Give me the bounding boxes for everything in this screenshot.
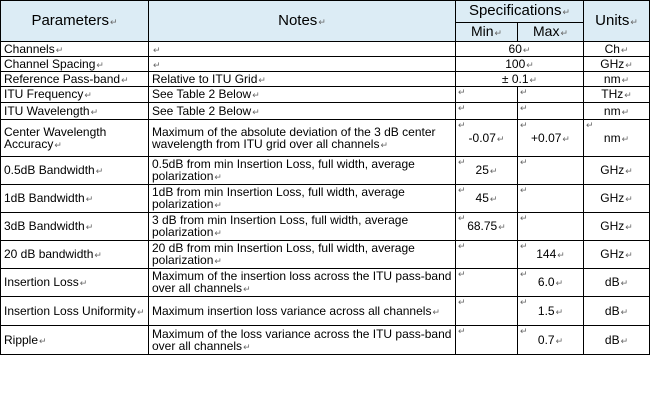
parameter-cell [1, 213, 149, 241]
parameter-label: Reference Pass-band [4, 71, 121, 86]
spec-min-cell [456, 241, 518, 269]
paragraph-mark-icon: ↵ [214, 256, 222, 266]
paragraph-mark-icon: ↵ [520, 103, 528, 113]
unit-label: GHz [600, 163, 625, 177]
unit-label: nm [603, 130, 621, 145]
unit-wrap [587, 88, 646, 101]
table-row [1, 42, 650, 57]
unit-wrap [587, 132, 646, 145]
paragraph-mark-icon: ↵ [458, 103, 466, 113]
unit-cell [584, 72, 650, 87]
note-text: Maximum of the loss variance across the ITU pass-band over all channels [152, 326, 452, 353]
paragraph-mark-icon: ↵ [79, 278, 88, 288]
table-row [1, 120, 650, 157]
table-row [1, 241, 650, 269]
paragraph-mark-icon: ↵ [85, 194, 94, 204]
unit-cell [584, 297, 650, 326]
paragraph-mark-icon: ↵ [214, 200, 222, 210]
paragraph-mark-icon: ↵ [54, 139, 62, 150]
table-row [1, 185, 650, 213]
unit-label: THz [601, 87, 624, 101]
paragraph-mark-icon: ↵ [458, 297, 466, 307]
spec-min-value: 45 [475, 191, 489, 205]
note-text: Maximum of the insertion loss across the ITU pass-band over all channels [152, 269, 452, 295]
spec-max-wrap [521, 248, 580, 261]
parameter-label: 0.5dB Bandwidth [4, 163, 95, 177]
note-text: See Table 2 Below [152, 103, 252, 118]
spec-max-wrap [521, 132, 580, 145]
unit-wrap [587, 220, 646, 233]
note-cell [149, 297, 456, 326]
paragraph-mark-icon: ↵ [620, 44, 629, 55]
paragraph-mark-icon: ↵ [555, 306, 564, 317]
paragraph-mark-icon: ↵ [520, 87, 528, 97]
paragraph-mark-icon: ↵ [557, 250, 565, 260]
spec-min-cell [456, 297, 518, 326]
note-cell [149, 120, 456, 157]
unit-label: nm [603, 103, 621, 118]
note-text: 20 dB from min Insertion Loss, full width, average polarization [152, 241, 415, 267]
header-notes: Notes↵ [149, 1, 456, 42]
paragraph-mark-icon: ↵ [137, 306, 145, 317]
note-cell [149, 42, 456, 57]
header-units: Units↵ [584, 1, 650, 42]
table-row [1, 297, 650, 326]
spec-max-wrap [521, 276, 580, 289]
unit-wrap [587, 164, 646, 177]
spec-max-cell [518, 241, 584, 269]
paragraph-mark-icon: ↵ [520, 213, 528, 223]
spec-value-cell [456, 72, 584, 87]
spec-min-cell [456, 87, 518, 103]
unit-cell [584, 120, 650, 157]
paragraph-mark-icon: ↵ [520, 157, 528, 167]
unit-wrap [587, 276, 646, 289]
spec-max-cell [518, 120, 584, 157]
parameter-label: ITU Frequency [4, 87, 84, 101]
paragraph-mark-icon: ↵ [458, 213, 466, 223]
parameter-cell [1, 87, 149, 103]
spec-min-value: 68.75 [467, 219, 498, 233]
paragraph-mark-icon: ↵ [520, 241, 528, 251]
unit-cell [584, 241, 650, 269]
unit-wrap [587, 73, 646, 86]
spec-max-cell [518, 103, 584, 120]
unit-cell [584, 269, 650, 297]
paragraph-mark-icon: ↵ [96, 59, 104, 70]
paragraph-mark-icon: ↵ [526, 59, 534, 70]
paragraph-mark-icon: ↵ [458, 185, 466, 195]
spec-max-value: 0.7 [537, 332, 555, 347]
note-text: 3 dB from min Insertion Loss, full width, average polarization [152, 213, 409, 239]
parameter-cell [1, 326, 149, 355]
paragraph-mark-icon: ↵ [90, 106, 99, 117]
unit-label: GHz [600, 56, 625, 71]
unit-cell [584, 326, 650, 355]
spec-max-cell [518, 185, 584, 213]
paragraph-mark-icon: ↵ [458, 241, 466, 251]
spec-value-cell [456, 42, 584, 57]
spec-min-wrap [459, 192, 514, 205]
paragraph-mark-icon: ↵ [252, 106, 260, 117]
spec-min-cell [456, 213, 518, 241]
spec-min-value: -0.07 [468, 130, 496, 145]
paragraph-mark-icon: ↵ [621, 106, 630, 117]
parameter-label: Insertion Loss Uniformity [4, 303, 137, 318]
unit-label: nm [603, 71, 621, 86]
note-text: See Table 2 Below [152, 87, 252, 101]
unit-cell [584, 213, 650, 241]
parameter-label: ITU Wavelength [4, 103, 90, 118]
spec-max-value: 1.5 [537, 303, 555, 318]
spec-min-cell [456, 103, 518, 120]
parameter-label: Ripple [4, 332, 39, 347]
paragraph-mark-icon: ↵ [94, 250, 102, 260]
paragraph-mark-icon: ↵ [380, 139, 388, 150]
header-max: Max↵ [518, 23, 584, 42]
parameter-cell [1, 297, 149, 326]
unit-wrap [587, 43, 646, 56]
note-cell [149, 269, 456, 297]
note-cell [149, 57, 456, 72]
paragraph-mark-icon: ↵ [489, 194, 498, 204]
spec-max-wrap [521, 305, 580, 318]
paragraph-mark-icon: ↵ [520, 297, 528, 307]
spec-min-cell [456, 120, 518, 157]
paragraph-mark-icon: ↵ [458, 157, 466, 167]
note-cell [149, 326, 456, 355]
paragraph-mark-icon: ↵ [243, 341, 251, 352]
header-specifications: Specifications↵ [456, 1, 584, 23]
paragraph-mark-icon: ↵ [555, 335, 564, 346]
paragraph-mark-icon: ↵ [496, 133, 505, 144]
spec-max-value: 144 [536, 247, 557, 261]
paragraph-mark-icon: ↵ [620, 306, 629, 317]
unit-wrap [587, 105, 646, 118]
paragraph-mark-icon: ↵ [625, 59, 633, 70]
spec-max-cell [518, 157, 584, 185]
note-cell [149, 185, 456, 213]
header-parameters: Parameters↵ [1, 1, 149, 42]
unit-wrap [587, 58, 646, 71]
spec-max-value: 6.0 [537, 275, 555, 289]
paragraph-mark-icon: ↵ [258, 74, 266, 85]
spec-min-wrap [459, 220, 514, 233]
unit-label: dB [604, 275, 620, 289]
note-text: Maximum insertion loss variance across all channels [152, 303, 432, 318]
header-min: Min↵ [456, 23, 518, 42]
unit-cell [584, 185, 650, 213]
unit-wrap [587, 334, 646, 347]
spec-max-value: +0.07 [531, 130, 562, 145]
parameter-label: Insertion Loss [4, 275, 79, 289]
spec-max-cell [518, 269, 584, 297]
spec-value: ± 0.1 [501, 71, 529, 86]
table-row [1, 269, 650, 297]
unit-label: Ch [604, 41, 620, 56]
paragraph-mark-icon: ↵ [252, 90, 260, 100]
paragraph-mark-icon: ↵ [520, 326, 528, 336]
spec-max-cell [518, 87, 584, 103]
parameter-label: 1dB Bandwidth [4, 191, 85, 205]
parameter-cell [1, 185, 149, 213]
paragraph-mark-icon: ↵ [529, 74, 538, 85]
spec-max-cell [518, 297, 584, 326]
paragraph-mark-icon: ↵ [39, 335, 47, 346]
paragraph-mark-icon: ↵ [153, 44, 161, 55]
unit-wrap [587, 248, 646, 261]
parameter-cell [1, 72, 149, 87]
paragraph-mark-icon: ↵ [625, 250, 633, 260]
paragraph-mark-icon: ↵ [620, 278, 629, 288]
parameter-cell [1, 157, 149, 185]
unit-label: dB [604, 303, 620, 318]
parameter-cell [1, 42, 149, 57]
paragraph-mark-icon: ↵ [95, 166, 104, 176]
unit-wrap [587, 192, 646, 205]
unit-cell [584, 87, 650, 103]
paragraph-mark-icon: ↵ [520, 269, 528, 279]
spec-min-wrap [459, 164, 514, 177]
paragraph-mark-icon: ↵ [153, 59, 161, 70]
parameter-cell [1, 103, 149, 120]
spec-min-wrap [459, 132, 514, 145]
spec-max-cell [518, 213, 584, 241]
note-cell [149, 157, 456, 185]
unit-cell [584, 42, 650, 57]
spec-min-cell [456, 326, 518, 355]
unit-cell [584, 157, 650, 185]
paragraph-mark-icon: ↵ [243, 284, 251, 294]
table-row [1, 326, 650, 355]
table-row [1, 213, 650, 241]
paragraph-mark-icon: ↵ [458, 87, 466, 97]
paragraph-mark-icon: ↵ [458, 120, 466, 130]
parameter-label: 20 dB bandwidth [4, 247, 94, 261]
parameter-cell [1, 120, 149, 157]
table-row [1, 103, 650, 120]
spec-value-cell [456, 57, 584, 72]
paragraph-mark-icon: ↵ [498, 222, 506, 232]
paragraph-mark-icon: ↵ [121, 74, 129, 85]
paragraph-mark-icon: ↵ [625, 166, 633, 176]
paragraph-mark-icon: ↵ [520, 185, 528, 195]
paragraph-mark-icon: ↵ [624, 90, 632, 100]
unit-wrap [587, 305, 646, 318]
table-row [1, 72, 650, 87]
note-cell [149, 213, 456, 241]
paragraph-mark-icon: ↵ [214, 228, 222, 238]
table-row [1, 57, 650, 72]
unit-label: GHz [600, 247, 625, 261]
table-row [1, 87, 650, 103]
paragraph-mark-icon: ↵ [520, 120, 528, 130]
spec-value: 60 [508, 41, 522, 56]
spec-min-cell [456, 269, 518, 297]
parameter-cell [1, 57, 149, 72]
paragraph-mark-icon: ↵ [489, 166, 498, 176]
unit-label: GHz [600, 219, 625, 233]
parameter-label: Channel Spacing [4, 56, 96, 71]
note-text: 0.5dB from min Insertion Loss, full width, average polarization [152, 157, 415, 183]
note-cell [149, 72, 456, 87]
spec-min-cell [456, 157, 518, 185]
paragraph-mark-icon: ↵ [621, 133, 630, 144]
note-cell [149, 241, 456, 269]
parameter-cell [1, 269, 149, 297]
paragraph-mark-icon: ↵ [522, 44, 531, 55]
table-row [1, 157, 650, 185]
spec-max-wrap [521, 334, 580, 347]
note-cell [149, 103, 456, 120]
paragraph-mark-icon: ↵ [458, 269, 466, 279]
spec-value: 100 [505, 56, 526, 71]
note-text: Relative to ITU Grid [152, 71, 258, 86]
paragraph-mark-icon: ↵ [458, 326, 466, 336]
spec-min-value: 25 [475, 163, 489, 177]
parameter-label: Center Wavelength Accuracy [4, 124, 107, 151]
paragraph-mark-icon: ↵ [625, 222, 633, 232]
note-text: Maximum of the absolute deviation of the 3 dB center wavelength from ITU grid over all channels [152, 124, 436, 151]
paragraph-mark-icon: ↵ [625, 194, 633, 204]
paragraph-mark-icon: ↵ [85, 222, 94, 232]
parameter-label: Channels [4, 41, 55, 56]
paragraph-mark-icon: ↵ [586, 120, 594, 130]
paragraph-mark-icon: ↵ [84, 90, 92, 100]
spec-min-cell [456, 185, 518, 213]
paragraph-mark-icon: ↵ [55, 44, 64, 55]
paragraph-mark-icon: ↵ [562, 133, 570, 144]
unit-cell [584, 57, 650, 72]
spec-max-cell [518, 326, 584, 355]
parameter-cell [1, 241, 149, 269]
paragraph-mark-icon: ↵ [621, 74, 630, 85]
unit-label: GHz [600, 191, 625, 205]
paragraph-mark-icon: ↵ [432, 306, 440, 317]
parameter-label: 3dB Bandwidth [4, 219, 85, 233]
paragraph-mark-icon: ↵ [620, 335, 629, 346]
note-text: 1dB from min Insertion Loss, full width, average polarization [152, 185, 405, 211]
unit-label: dB [604, 332, 620, 347]
paragraph-mark-icon: ↵ [555, 278, 564, 288]
unit-cell [584, 103, 650, 120]
note-cell [149, 87, 456, 103]
paragraph-mark-icon: ↵ [214, 172, 222, 182]
